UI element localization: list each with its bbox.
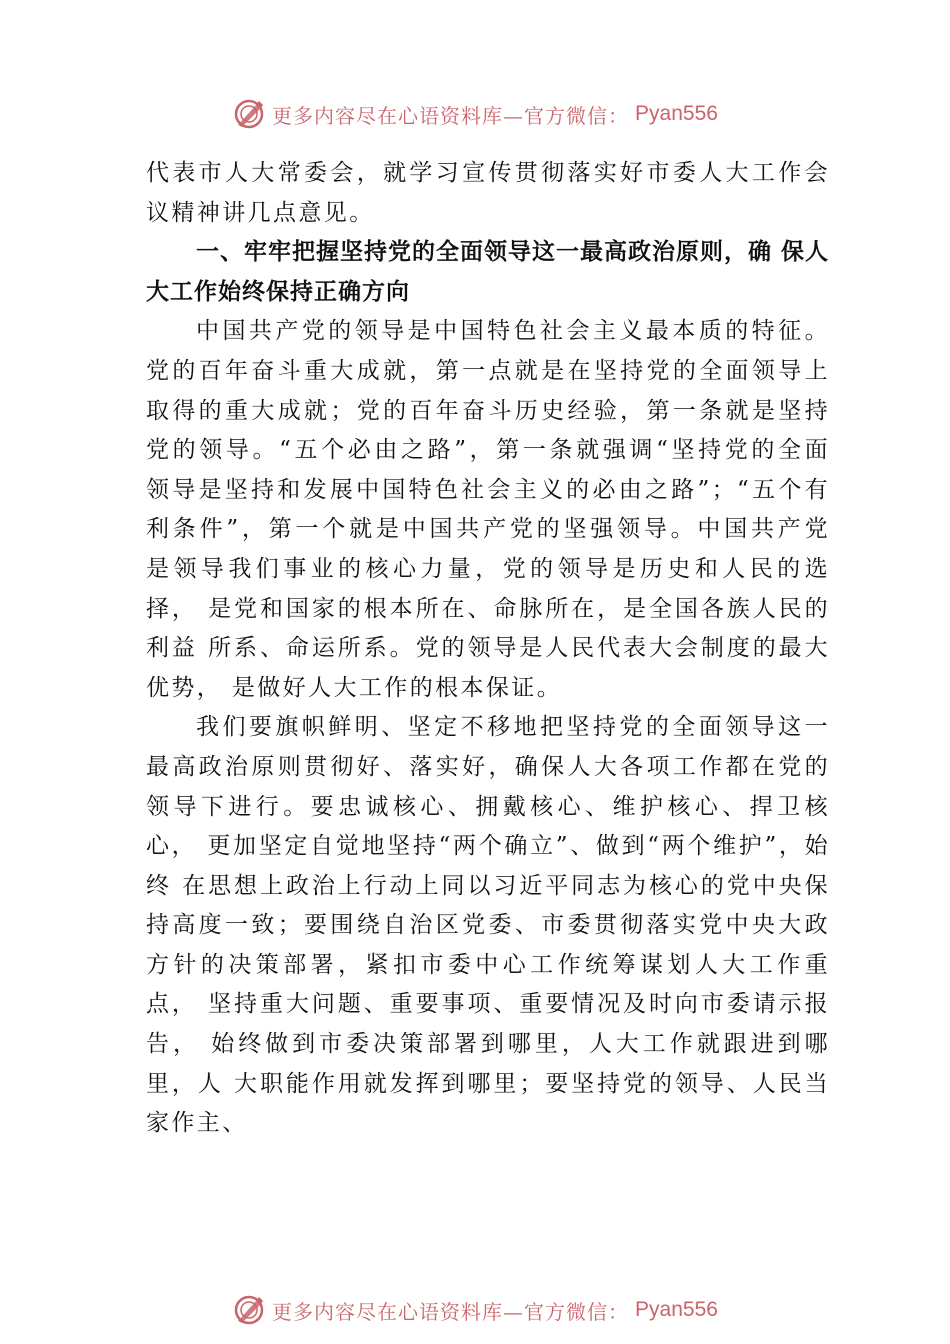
watermark-footer bbox=[0, 1290, 950, 1330]
body-paragraph-2: 我们要旗帜鲜明、坚定不移地把坚持党的全面领导这一最高政治原则贯彻好、落实好，确保人大各项工作都在党的领导下进行。要忠诚核心、拥戴核心、维护核心、捍卫核心， 更加坚定自觉地坚持“两个确立”、做到“两个维护”，始终 在思想上政治上行动上同以习近平同志为核心的党中央保 持高度一致；要围绕自治区党委、市委贯彻落实党中央大政 方针的决策部署，紧扣市委中心工作统筹谋划人大工作重点， 坚持重大问题、重要事项、重要情况及时向市委请示报告， 始终做到市委决策部署到哪里，人大工作就跟进到哪里，人 大职能作用就发挥到哪里；要坚持党的领导、人民当家作主、 bbox=[146, 714, 830, 1137]
section-heading: 一、牢牢把握坚持党的全面领导这一最高政治原则，确 保人大工作始终保持正确方向 bbox=[146, 239, 830, 305]
watermark-text: 更多内容尽在心语资料库—官方微信： bbox=[272, 1299, 630, 1324]
pen-circle-logo-icon bbox=[232, 1293, 266, 1327]
watermark-account: Pyan556 bbox=[635, 102, 718, 125]
body-paragraph-1: 中国共产党的领导是中国特色社会主义最本质的特征。党的百年奋斗重大成就，第一点就是在坚持党的全面领导上取得的重大成就；党的百年奋斗历史经验，第一条就是坚持党的领导。“五个必由之路”，第一条就强调“坚持党的全面 领导是坚持和发展中国特色社会主义的必由之路”；“五个有 利条件”，第一个就是中国共产党的坚强领导。中国共产党 是领导我们事业的核心力量，党的领导是历史和人民的选择， 是党和国家的根本所在、命脉所在，是全国各族人民的利益 所系、命运所系。党的领导是人民代表大会制度的最大优势， 是做好人大工作的根本保证。 bbox=[146, 318, 830, 701]
intro-paragraph: 代表市人大常委会，就学习宣传贯彻落实好市委人大工作会议精神讲几点意见。 bbox=[146, 160, 830, 226]
watermark-account: Pyan556 bbox=[635, 1298, 718, 1321]
pen-circle-logo-icon bbox=[232, 97, 266, 131]
watermark-header bbox=[0, 94, 950, 134]
watermark-text: 更多内容尽在心语资料库—官方微信： bbox=[272, 103, 630, 128]
document-body bbox=[146, 154, 830, 1144]
